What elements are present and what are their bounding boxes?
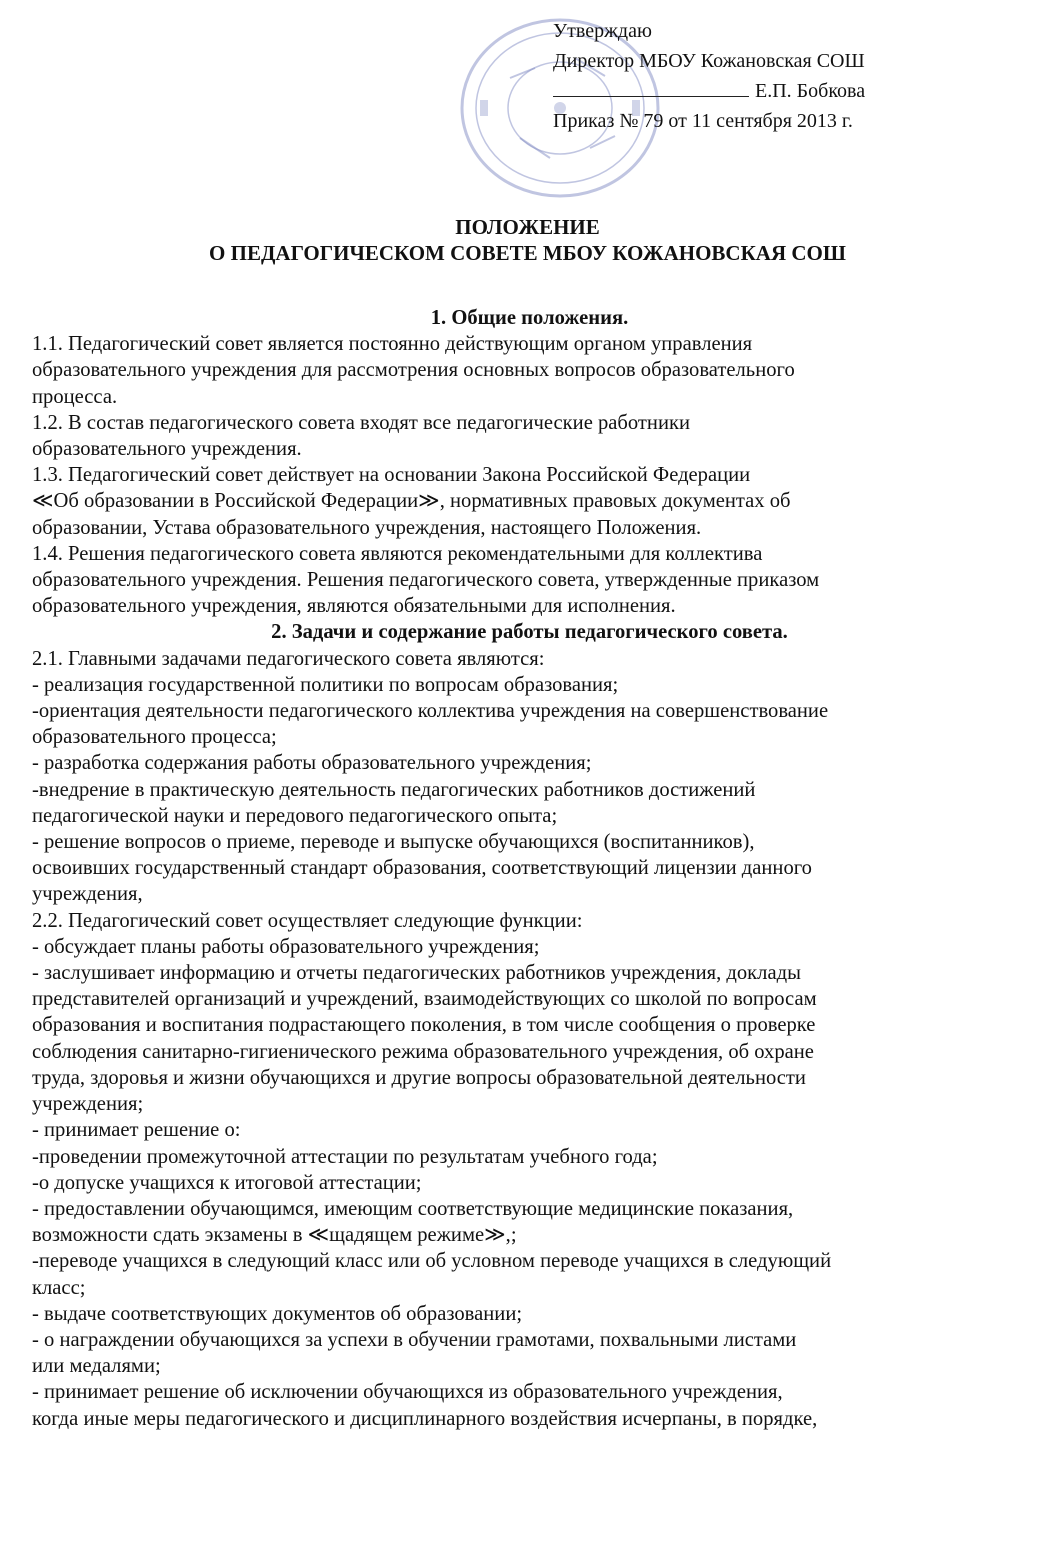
approval-block [553,16,865,136]
body-line: - выдаче соответствующих документов об образовании; [32,1302,523,1325]
document-title [0,214,1055,266]
title-line-2: О ПЕДАГОГИЧЕСКОМ СОВЕТЕ МБОУ КОЖАНОВСКАЯ СОШ [209,241,846,265]
body-line: образования и воспитания подрастающего поколения, в том числе сообщения о проверке [32,1014,816,1037]
body-line: когда иные меры педагогического и дисциплинарного воздействия исчерпаны, в порядке, [32,1407,818,1430]
body-line: процесса. [32,385,118,408]
body-line: представителей организаций и учреждений, взаимодействующих со школой по вопросам [32,988,817,1011]
document-body [32,305,1027,1432]
body-line: 1.3. Педагогический совет действует на основании Закона Российской Федерации [32,464,751,487]
title-line-1: ПОЛОЖЕНИЕ [455,215,600,239]
body-line: -о допуске учащихся к итоговой аттестации; [32,1171,422,1194]
approval-order: Приказ № 79 от 11 сентября 2013 г. [553,110,853,132]
body-line: ≪Об образовании в Российской Федерации≫, нормативных правовых документах об [32,490,791,513]
body-line: -переводе учащихся в следующий класс или об условном переводе учащихся в следующий [32,1250,832,1273]
body-line: труда, здоровья и жизни обучающихся и другие вопросы образовательной деятельности [32,1066,806,1089]
body-line: класс; [32,1276,86,1299]
body-line: образовательного учреждения для рассмотрения основных вопросов образовательного [32,359,795,382]
body-line: -внедрение в практическую деятельность педагогических работников достижений [32,778,756,801]
body-line: - о награждении обучающихся за успехи в обучении грамотами, похвальными листами [32,1328,797,1351]
body-line: соблюдения санитарно-гигиенического режима образовательного учреждения, об охране [32,1040,814,1063]
body-line: педагогической науки и передового педагогического опыта; [32,804,558,827]
approval-name: Е.П. Бобкова [755,80,866,102]
body-line: возможности сдать экзамены в ≪щадящем режиме≫,; [32,1224,517,1247]
section-heading: 2. Задачи и содержание работы педагогического совета. [271,621,788,644]
approval-heading: Утверждаю [553,20,652,42]
body-line: освоивших государственный стандарт образования, соответствующий лицензии данного [32,857,812,880]
body-line: учреждения; [32,1093,144,1116]
body-line: - заслушивает информацию и отчеты педагогических работников учреждения, доклады [32,962,801,985]
body-line: образовании, Устава образовательного учреждения, настоящего Положения. [32,516,702,539]
body-line: 2.2. Педагогический совет осуществляет следующие функции: [32,909,583,932]
body-line: 1.2. В состав педагогического совета входят все педагогические работники [32,411,690,434]
body-line: - принимает решение об исключении обучающихся из образовательного учреждения, [32,1381,783,1404]
body-line: 2.1. Главными задачами педагогического совета являются: [32,647,545,670]
body-line: образовательного учреждения, являются обязательными для исполнения. [32,595,676,618]
body-line: или медалями; [32,1355,161,1378]
body-line: - обсуждает планы работы образовательного учреждения; [32,935,540,958]
body-line: -проведении промежуточной аттестации по результатам учебного года; [32,1145,658,1168]
body-line: - принимает решение о: [32,1119,241,1142]
body-line: - разработка содержания работы образовательного учреждения; [32,752,592,775]
body-line: - реализация государственной политики по вопросам образования; [32,673,619,696]
signature-line [553,78,749,97]
body-line: образовательного учреждения. Решения педагогического совета, утвержденные приказом [32,569,820,592]
body-line: -ориентация деятельности педагогического коллектива учреждения на совершенствование [32,700,829,723]
approval-position: Директор МБОУ Кожановская СОШ [553,50,865,72]
body-line: образовательного учреждения. [32,438,302,461]
body-line: образовательного процесса; [32,726,277,749]
body-line: - предоставлении обучающимся, имеющим соответствующие медицинские показания, [32,1197,794,1220]
body-line: - решение вопросов о приеме, переводе и выпуске обучающихся (воспитанников), [32,831,755,854]
body-line: 1.1. Педагогический совет является постоянно действующим органом управления [32,333,753,356]
section-heading: 1. Общие положения. [430,307,629,329]
body-line: 1.4. Решения педагогического совета являются рекомендательными для коллектива [32,542,763,565]
body-line: учреждения, [32,883,143,906]
